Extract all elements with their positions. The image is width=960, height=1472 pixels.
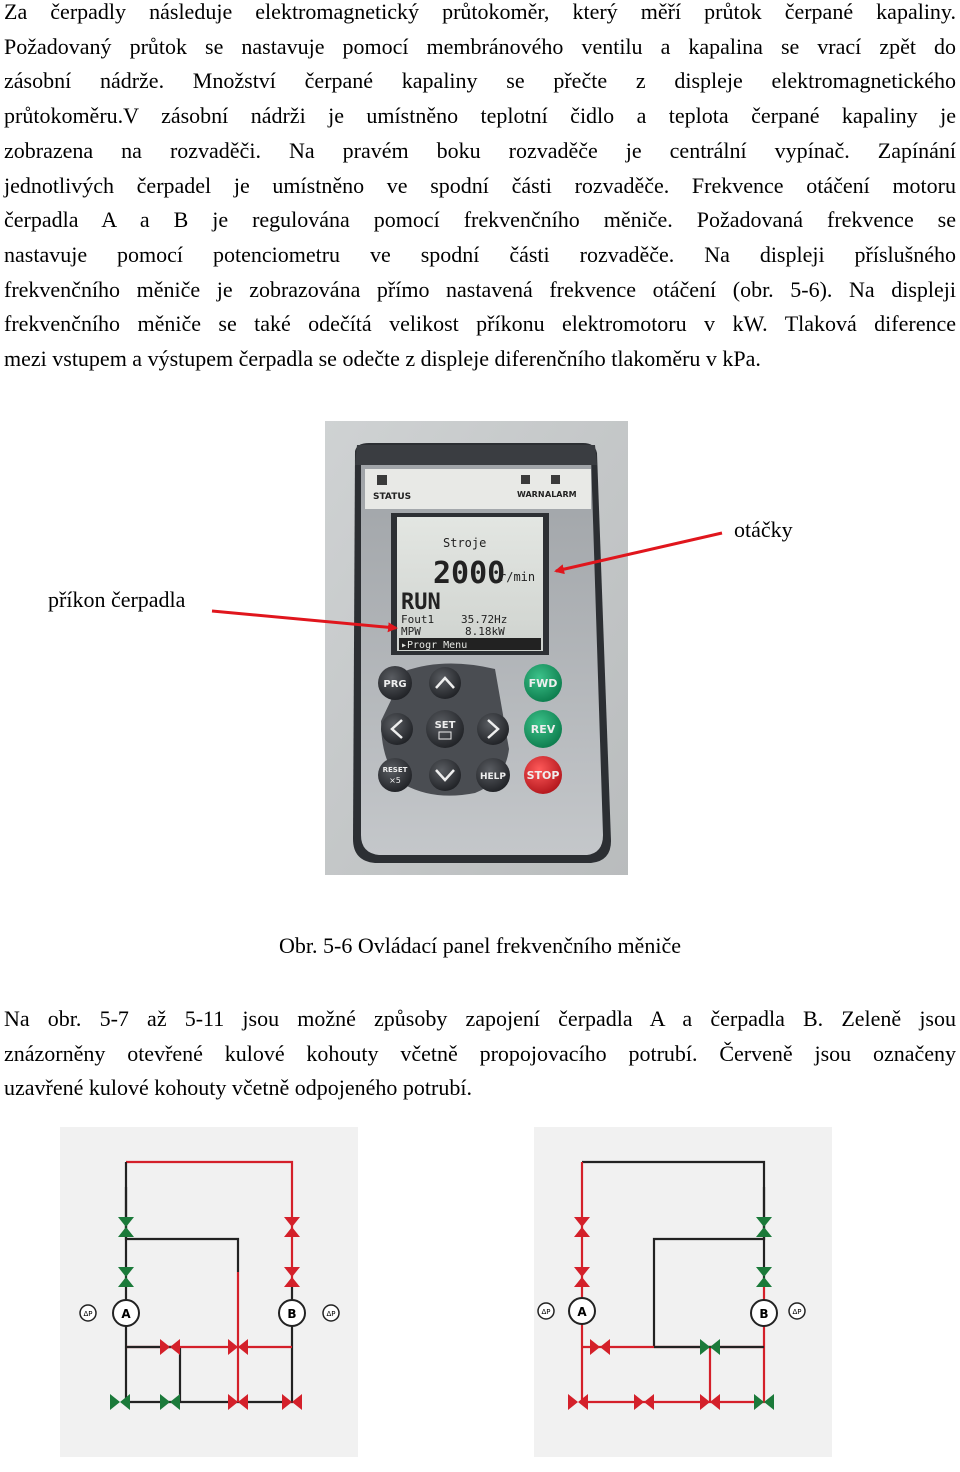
display-fout-label: Fout1 [401, 613, 435, 626]
dp-gauge-icon [789, 1303, 805, 1319]
text-line: zobrazena na rozvaděči. Na pravém boku rozvaděče je centrální vypínač. Zapínání [4, 137, 956, 163]
status-label: STATUS [373, 492, 412, 502]
dp-gauge-icon [323, 1305, 339, 1321]
svg-text:A: A [577, 1305, 587, 1319]
alarm-label: ALARM [545, 490, 577, 499]
svg-text:SET: SET [434, 720, 456, 731]
svg-text:HELP: HELP [479, 772, 507, 782]
right-button [477, 713, 509, 745]
text-line: uzavřené kulové kohouty včetně odpojeného potrubí. [4, 1075, 472, 1101]
paragraph-2 [4, 1002, 956, 1106]
callout-rpm: otáčky [734, 517, 793, 542]
callout-power: příkon čerpadla [48, 587, 186, 612]
text-line: zásobní nádrže. Množství čerpané kapaliny se přečte z displeje elektromagnetického [4, 68, 956, 94]
display-run: RUN [401, 590, 441, 615]
text-line: Požadovaný průtok se nastavuje pomocí membránového ventilu a kapalina se vrací zpět do [4, 33, 956, 59]
warn-label: WARN. [517, 490, 548, 499]
text-line: průtokoměru.V zásobní nádrži je umístněno teplotní čidlo a teplota čerpané kapaliny je [4, 103, 956, 129]
svg-text:ΔP: ΔP [326, 1310, 336, 1318]
up-button [429, 667, 461, 699]
text-line: nastavuje pomocí potenciometru ve spodní části rozvaděče. Na displeji příslušného [4, 241, 956, 267]
display-header: Stroje [443, 536, 487, 550]
svg-text:STOP: STOP [526, 769, 560, 782]
text-line: jednotlivých čerpadel je umístněno ve spodní části rozvaděče. Frekvence otáčení motoru [4, 172, 956, 198]
svg-text:A: A [121, 1307, 131, 1321]
display-mpw-label: MPW [401, 625, 421, 638]
pump-b-icon [751, 1300, 777, 1326]
display-fout-value: 35.72Hz [461, 613, 508, 626]
pump-connection-diagram-left [60, 1127, 358, 1457]
display-rpm-value: 2000 [433, 556, 506, 591]
display-menu: ▸Progr Menu [401, 640, 468, 651]
svg-text:REV: REV [530, 723, 556, 736]
svg-text:ΔP: ΔP [541, 1308, 551, 1316]
svg-text:ΔP: ΔP [792, 1308, 802, 1316]
text-line: frekvenčního měniče se také odečítá velikost příkonu elektromotoru v kW. Tlaková diference [4, 311, 956, 337]
dp-gauge-icon [80, 1305, 96, 1321]
pump-a-icon [113, 1300, 139, 1326]
svg-text:ΔP: ΔP [83, 1310, 93, 1318]
paragraph-1 [4, 0, 956, 377]
pump-a-icon [569, 1298, 595, 1324]
text-line: Na obr. 5-7 až 5-11 jsou možné způsoby zapojení čerpadla A a čerpadla B. Zeleně jsou [4, 1006, 956, 1031]
pump-connection-diagram-right [534, 1127, 832, 1457]
text-line: mezi vstupem a výstupem čerpadla se odečte z displeje diferenčního tlakoměru v kPa. [4, 346, 761, 372]
text-line: Za čerpadly následuje elektromagnetický průtokoměr, který měří průtok čerpané kapaliny. [4, 0, 956, 24]
svg-text:RESET: RESET [382, 766, 408, 774]
svg-text:PRG: PRG [383, 679, 407, 690]
text-line: znázorněny otevřené kulové kohouty včetně propojovacího potrubí. Červeně jsou označeny [4, 1040, 956, 1066]
display-mpw-value: 8.18kW [465, 625, 505, 638]
dp-gauge-icon [538, 1303, 554, 1319]
reset-button [378, 758, 412, 792]
left-button [381, 713, 413, 745]
display-rpm-unit: r/min [499, 570, 536, 584]
text-line: čerpadla A a B je regulována pomocí frekvenčního měniče. Požadovaná frekvence se [4, 207, 956, 233]
svg-text:B: B [287, 1307, 297, 1321]
figure-caption: Obr. 5-6 Ovládací panel frekvenčního měniče [279, 933, 681, 958]
pump-b-icon [279, 1300, 305, 1326]
svg-text:×5: ×5 [389, 776, 401, 785]
down-button [429, 759, 461, 791]
svg-text:FWD: FWD [528, 677, 558, 690]
svg-text:B: B [759, 1307, 769, 1321]
text-line: frekvenčního měniče je zobrazována přímo nastavená frekvence otáčení (obr. 5-6). Na displeji [4, 276, 956, 302]
frequency-converter-photo [325, 421, 628, 875]
